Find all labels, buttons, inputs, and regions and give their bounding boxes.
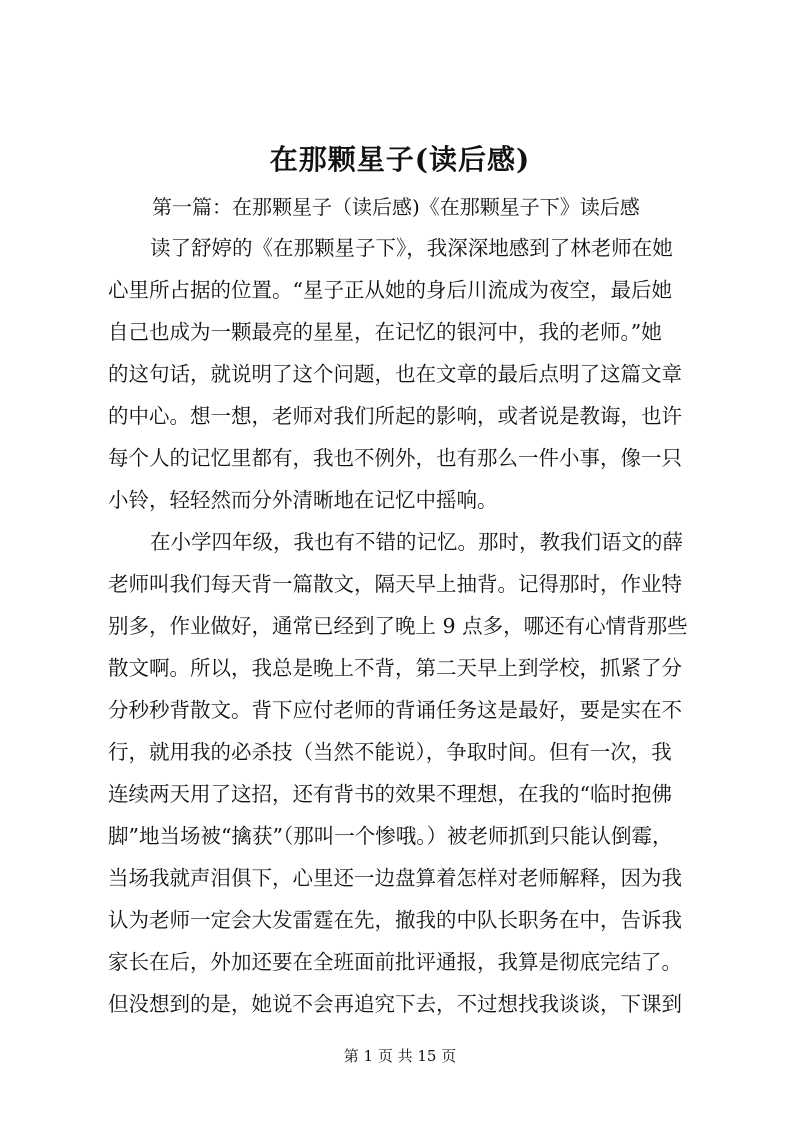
paragraph-2-line-11: 家长在后，外加还要在全班面前批评通报，我算是彻底完结了。 xyxy=(108,950,682,974)
document-title: 在那颗星子(读后感) xyxy=(269,143,531,176)
paragraph-1-line-1: 读了舒婷的《在那颗星子下》，我深深地感到了林老师在她 xyxy=(150,236,673,260)
paragraph-2-line-7: 连续两天用了这招，还有背书的效果不理想，在我的“临时抱佛 xyxy=(108,782,672,806)
paragraph-1-line-7: 小铃，轻轻然而分外清晰地在记忆中摇响。 xyxy=(108,488,498,512)
paragraph-2-line-8: 脚”地当场被“擒获”（那叫一个惨哦。）被老师抓到只能认倒霉， xyxy=(108,824,673,848)
paragraph-2-line-9: 当场我就声泪俱下，心里还一边盘算着怎样对老师解释，因为我 xyxy=(108,866,682,890)
paragraph-2-line-3: 别多，作业做好，通常已经到了晚上 9 点多，哪还有心情背那些 xyxy=(108,614,688,638)
paragraph-1-line-6: 每个人的记忆里都有，我也不例外，也有那么一件小事，像一只 xyxy=(108,446,682,470)
paragraph-2-line-10: 认为老师一定会大发雷霆在先，撤我的中队长职务在中，告诉我 xyxy=(108,908,682,932)
paragraph-1-line-3: 自己也成为一颗最亮的星星，在记忆的银河中，我的老师。”她 xyxy=(108,320,662,344)
paragraph-2-line-12: 但没想到的是，她说不会再追究下去，不过想找我谈谈，下课到 xyxy=(108,992,682,1016)
paragraph-2-line-6: 行，就用我的必杀技（当然不能说），争取时间。但有一次，我 xyxy=(108,740,672,764)
paragraph-1-line-4: 的这句话，就说明了这个问题，也在文章的最后点明了这篇文章 xyxy=(108,362,682,386)
document-subtitle: 第一篇：在那颗星子（读后感)《在那颗星子下》读后感 xyxy=(152,195,640,219)
page-number-footer: 第 1 页 共 15 页 xyxy=(343,1047,457,1065)
paragraph-2-line-2: 老师叫我们每天背一篇散文，隔天早上抽背。记得那时，作业特 xyxy=(108,572,682,596)
paragraph-2-line-4: 散文啊。所以，我总是晚上不背，第二天早上到学校，抓紧了分 xyxy=(108,656,682,680)
paragraph-1-line-5: 的中心。想一想，老师对我们所起的影响，或者说是教诲，也许 xyxy=(108,404,682,428)
paragraph-2-line-1: 在小学四年级，我也有不错的记忆。那时，教我们语文的薛 xyxy=(150,530,683,554)
paragraph-1-line-2: 心里所占据的位置。“星子正从她的身后川流成为夜空，最后她 xyxy=(108,278,672,302)
paragraph-2-line-5: 分秒秒背散文。背下应付老师的背诵任务这是最好，要是实在不 xyxy=(108,698,682,722)
